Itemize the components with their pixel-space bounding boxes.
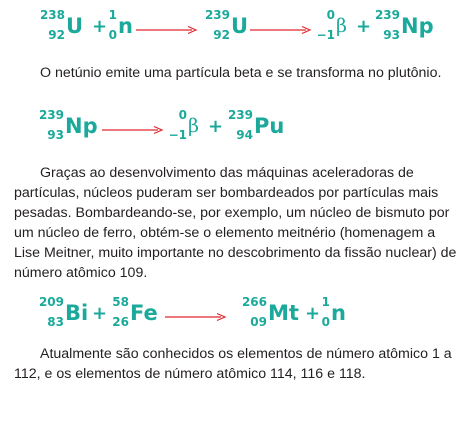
mass-number: 1 <box>108 8 117 22</box>
atomic-number: 92 <box>48 28 65 42</box>
atomic-number: 93 <box>383 28 400 42</box>
element-symbol: Bi <box>65 301 89 325</box>
mass-number: 209 <box>38 295 64 309</box>
paragraph-known-elements: Atualmente são conhecidos os elementos de número atômico 1 a 112, e os elementos de número atômico 114, 116 e 118. <box>14 346 452 382</box>
plus-sign: + <box>92 303 108 324</box>
mass-number: 239 <box>374 8 400 22</box>
element-symbol: n <box>331 301 346 325</box>
plus-sign: + <box>305 303 321 324</box>
element-symbol: Fe <box>130 301 158 325</box>
atomic-number: −1 <box>168 128 187 142</box>
equation-uranium-capture <box>0 6 476 46</box>
atomic-number: 09 <box>250 315 267 329</box>
element-symbol: n <box>118 14 133 38</box>
atomic-number: 0 <box>108 28 117 42</box>
atomic-number: 26 <box>112 315 129 329</box>
atomic-number: 0 <box>321 315 330 329</box>
equation-meitnerium-synthesis <box>0 293 476 333</box>
atomic-number: 93 <box>47 128 64 142</box>
mass-number: 239 <box>38 108 64 122</box>
element-symbol: Mt <box>268 301 299 325</box>
mass-number: 0 <box>178 108 187 122</box>
element-symbol: Pu <box>254 114 285 138</box>
element-symbol: U <box>231 14 249 38</box>
plus-sign: + <box>92 16 108 37</box>
reaction-arrow-icon <box>136 25 198 35</box>
element-symbol: Np <box>65 114 98 138</box>
beta-symbol: β <box>336 15 347 37</box>
mass-number: 0 <box>326 8 335 22</box>
mass-number: 239 <box>227 108 253 122</box>
plus-sign: + <box>208 116 224 137</box>
atomic-number: 92 <box>213 28 230 42</box>
mass-number: 266 <box>241 295 267 309</box>
plus-sign: + <box>356 16 372 37</box>
atomic-number: 83 <box>47 315 64 329</box>
reaction-arrow-icon <box>250 25 312 35</box>
reaction-arrow-icon <box>165 312 227 322</box>
element-symbol: Np <box>401 14 434 38</box>
mass-number: 239 <box>204 8 230 22</box>
beta-symbol: β <box>188 115 199 137</box>
equation-neptunium-decay <box>0 106 476 146</box>
atomic-number: 94 <box>236 128 253 142</box>
paragraph-neptunium: O netúnio emite uma partícula beta e se transforma no plutônio. <box>40 65 442 81</box>
reaction-arrow-icon <box>102 125 164 135</box>
paragraph-accelerators: Graças ao desenvolvimento das máquinas aceleradoras de partículas, núcleos puderam ser bombardeados por partículas mais pesadas. Bombardeando-se, por exemplo, um núcleo de bismuto por um núcleo de ferro, obtém-se o elemento meitnério (homenagem a Lise Meitner, muito importante no descobrimento da fissão nuclear) de número atômico 109. <box>14 165 457 281</box>
mass-number: 58 <box>112 295 129 309</box>
element-symbol: U <box>66 14 84 38</box>
atomic-number: −1 <box>316 28 335 42</box>
mass-number: 238 <box>39 8 65 22</box>
mass-number: 1 <box>321 295 330 309</box>
